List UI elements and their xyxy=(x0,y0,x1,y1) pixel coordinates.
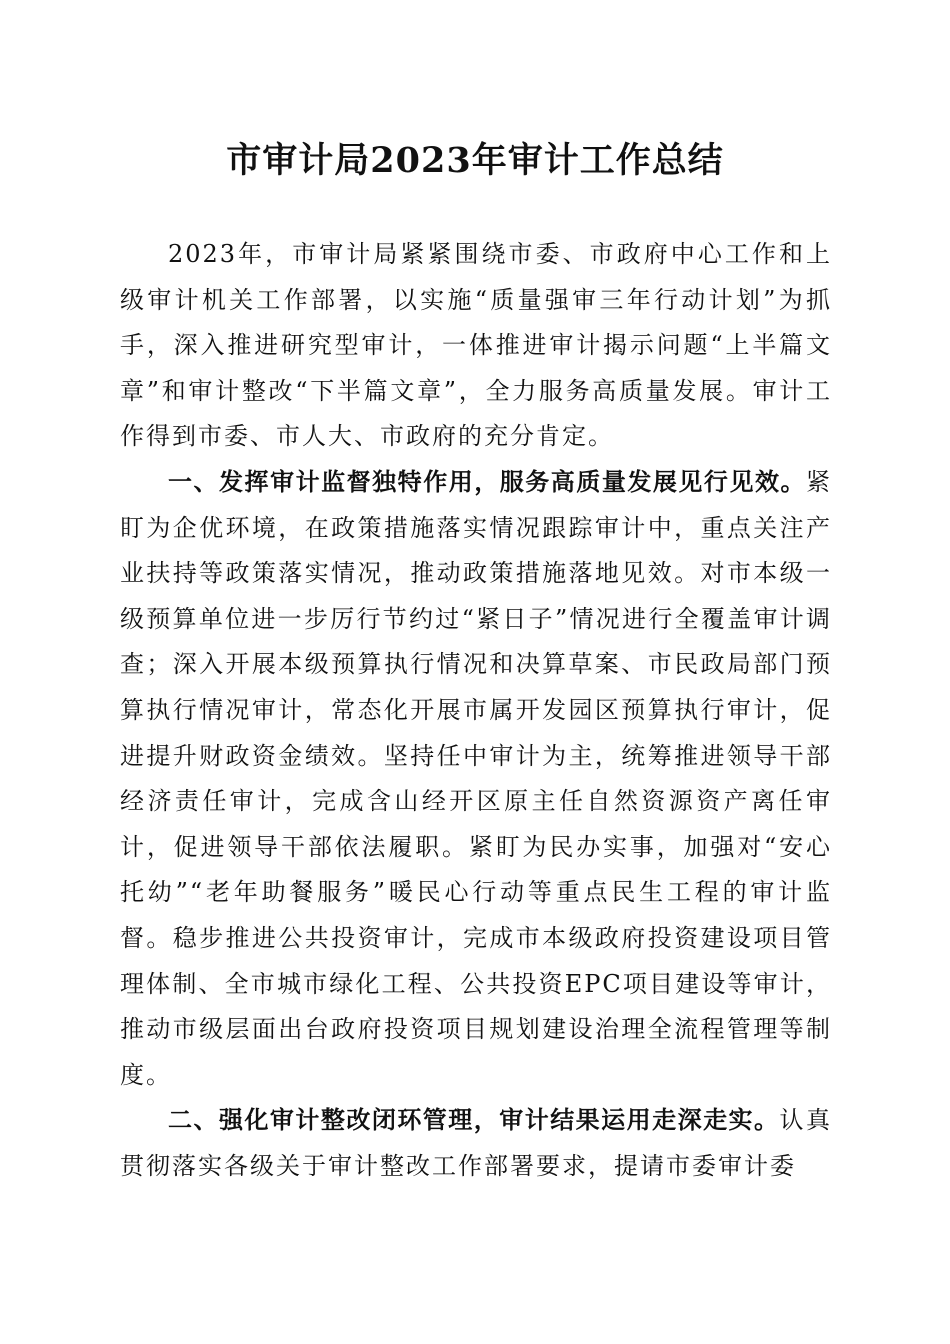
document-body xyxy=(120,232,832,1189)
document-title: 市审计局2023年审计工作总结 xyxy=(226,140,724,181)
section-2-body: 认真贯彻落实各级关于审计整改工作部署要求，提请市委审计委 xyxy=(120,1106,833,1180)
section-2-paragraph xyxy=(120,1098,832,1189)
section-1-heading: 一、发挥审计监督独特作用，服务高质量发展见行见效。 xyxy=(168,467,806,496)
intro-paragraph: 2023年，市审计局紧紧围绕市委、市政府中心工作和上级审计机关工作部署，以实施“质量强审三年行动计划”为抓手，深入推进研究型审计，一体推进审计揭示问题“上半篇文章”和审计整改“下半篇文章”，全力服务高质量发展。审计工作得到市委、市人大、市政府的充分肯定。 xyxy=(120,240,832,451)
section-1-paragraph xyxy=(120,460,832,1098)
section-2-heading: 二、强化审计整改闭环管理，审计结果运用走深走实。 xyxy=(168,1106,780,1135)
section-1-body: 紧盯为企优环境，在政策措施落实情况跟踪审计中，重点关注产业扶持等政策落实情况，推动政策措施落地见效。对市本级一级预算单位进一步厉行节约过“紧日子”情况进行全覆盖审计调查；深入开展本级预算执行情况和决算草案、市民政局部门预算执行情况审计，常态化开展市属开发园区预算执行审计，促进提升财政资金绩效。坚持任中审计为主，统筹推进领导干部经济责任审计，完成含山经开区原主任自然资源资产离任审计，促进领导干部依法履职。紧盯为民办实事，加强对“安心托幼”“老年助餐服务”暖民心行动等重点民生工程的审计监督。稳步推进公共投资审计，完成市本级政府投资建设项目管理体制、全市城市绿化工程、公共投资EPC项目建设等审计，推动市级层面出台政府投资项目规划建设治理全流程管理等制度。 xyxy=(120,467,832,1089)
